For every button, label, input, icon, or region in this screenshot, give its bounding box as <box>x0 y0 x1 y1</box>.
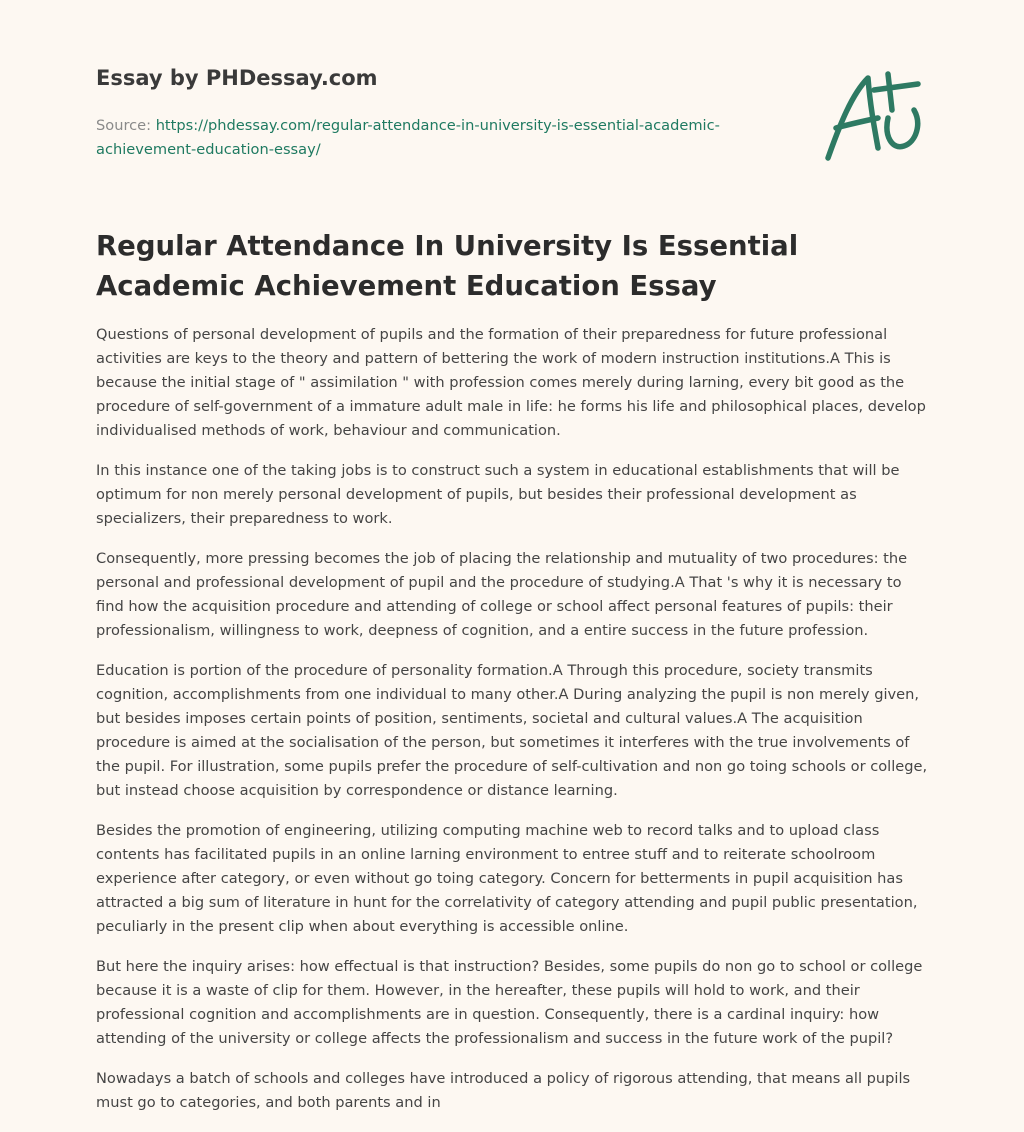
essay-paragraph: Questions of personal development of pupils and the formation of their preparedness for future professional activities are keys to the theory and pattern of bettering the work of modern instruction institutions.A This is because the initial stage of " assimilation " with profession comes merely during larning, every bit good as the procedure of self-government of a immature adult male in life: he forms his life and philosophical places, develop individualised methods of work, behaviour and communication. <box>96 326 926 439</box>
source-label: Source: <box>96 117 152 134</box>
grade-a-plus-logo <box>818 66 928 166</box>
essay-paragraph: Nowadays a batch of schools and colleges have introduced a policy of rigorous attending, that means all pupils must go to categories, and both parents and in <box>96 1070 911 1111</box>
essay-paragraph: Besides the promotion of engineering, utilizing computing machine web to record talks and to upload class contents has facilitated pupils in an online larning environment to entree stuff and to reiterate schoolroom experience after category, or even without go toing category. Concern for betterments in pupil acquisition has attracted a big sum of literature in hunt for the correlativity of category attending and pupil public presentation, peculiarly in the present clip when about everything is accessible online. <box>96 822 918 935</box>
site-title: Essay by PHDessay.com <box>96 66 378 90</box>
essay-paragraph: Education is portion of the procedure of personality formation.A Through this procedure, society transmits cognition, accomplishments from one individual to many other.A During analyzing the pupil is non merely given, but besides imposes certain points of position, sentiments, societal and cultural values.A The acquisition procedure is aimed at the socialisation of the person, but sometimes it interferes with the true involvements of the pupil. For illustration, some pupils prefer the procedure of self-cultivation and non go toing schools or college, but instead choose acquisition by correspondence or distance learning. <box>96 662 928 799</box>
source-link[interactable]: https://phdessay.com/regular-attendance-in-university-is-essential-academic-achievement-education-essay/ <box>96 117 720 158</box>
source-line <box>96 114 756 162</box>
essay-paragraph: In this instance one of the taking jobs is to construct such a system in educational establishments that will be optimum for non merely personal development of pupils, but besides their professional development as specializers, their preparedness to work. <box>96 462 900 527</box>
essay-paragraph: Consequently, more pressing becomes the job of placing the relationship and mutuality of two procedures: the personal and professional development of pupil and the procedure of studying.A That 's why it is necessary to find how the acquisition procedure and attending of college or school affect personal features of pupils: their professionalism, willingness to work, deepness of cognition, and a entire success in the future profession. <box>96 550 908 639</box>
essay-title: Regular Attendance In University Is Essential Academic Achievement Education Essay <box>96 230 799 302</box>
essay-body <box>96 323 932 1131</box>
a-plus-icon <box>818 66 928 166</box>
essay-header <box>96 64 796 162</box>
essay-paragraph: But here the inquiry arises: how effectual is that instruction? Besides, some pupils do non go to school or college because it is a waste of clip for them. However, in the hereafter, these pupils will hold to work, and their professional cognition and accomplishments are in question. Consequently, there is a cardinal inquiry: how attending of the university or college affects the professionalism and success in the future work of the pupil? <box>96 958 923 1047</box>
